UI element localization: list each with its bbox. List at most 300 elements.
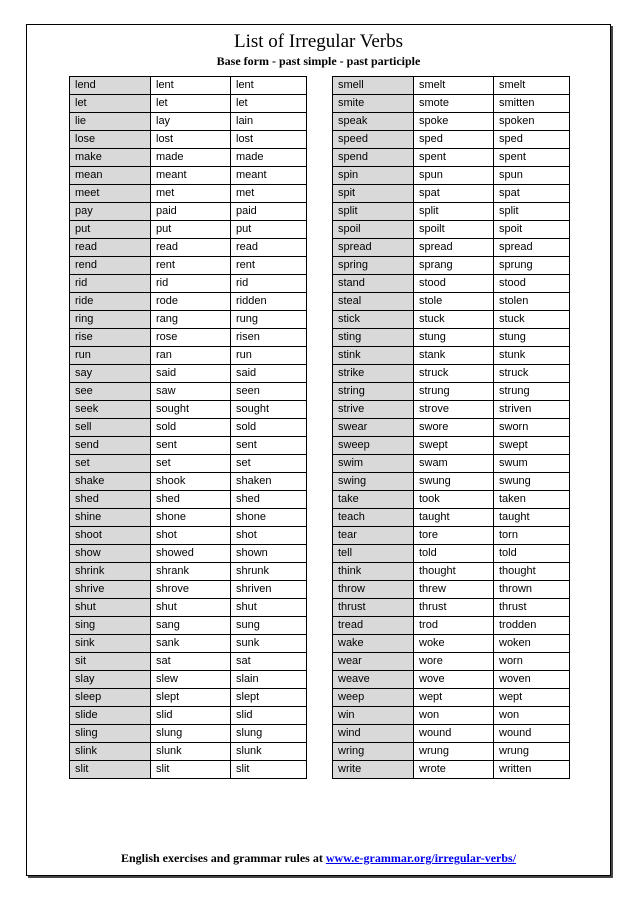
verb-past-simple: sat xyxy=(151,653,231,671)
verb-base-form: shrink xyxy=(70,563,151,581)
verb-past-simple: sang xyxy=(151,617,231,635)
verb-row xyxy=(70,491,307,509)
verb-past-participle: rung xyxy=(231,311,307,329)
verb-base-form: swim xyxy=(333,455,414,473)
page-title: List of Irregular Verbs xyxy=(233,31,403,52)
verb-row xyxy=(333,545,570,563)
verb-past-simple: wept xyxy=(414,689,494,707)
verb-base-form: shoot xyxy=(70,527,151,545)
verb-row xyxy=(70,77,307,95)
verb-past-simple: slit xyxy=(151,761,231,779)
verb-base-form: rise xyxy=(70,329,151,347)
verb-past-participle: wound xyxy=(494,725,570,743)
verb-past-participle: written xyxy=(494,761,570,779)
verb-row xyxy=(333,257,570,275)
verb-past-participle: slung xyxy=(231,725,307,743)
verb-row xyxy=(70,149,307,167)
verb-past-participle: stolen xyxy=(494,293,570,311)
verb-base-form: shut xyxy=(70,599,151,617)
footer-text: English exercises and grammar rules at xyxy=(120,851,326,865)
verb-base-form: throw xyxy=(333,581,414,599)
verb-past-participle: sunk xyxy=(231,635,307,653)
verb-past-simple: took xyxy=(414,491,494,509)
verb-past-simple: wove xyxy=(414,671,494,689)
verb-past-simple: wrote xyxy=(414,761,494,779)
verb-row xyxy=(333,491,570,509)
verb-row xyxy=(70,185,307,203)
verb-past-participle: sung xyxy=(231,617,307,635)
verb-base-form: pay xyxy=(70,203,151,221)
verb-past-participle: seen xyxy=(231,383,307,401)
verb-row xyxy=(70,509,307,527)
verb-past-participle: trodden xyxy=(494,617,570,635)
verb-past-simple: rid xyxy=(151,275,231,293)
verb-row xyxy=(333,347,570,365)
verb-past-simple: sank xyxy=(151,635,231,653)
verb-row xyxy=(333,113,570,131)
verb-past-participle: let xyxy=(231,95,307,113)
verb-table-left xyxy=(69,76,307,779)
verb-past-participle: shriven xyxy=(231,581,307,599)
verb-past-participle: shone xyxy=(231,509,307,527)
verb-row xyxy=(70,455,307,473)
verb-past-simple: wrung xyxy=(414,743,494,761)
verb-past-participle: risen xyxy=(231,329,307,347)
verb-base-form: tear xyxy=(333,527,414,545)
verb-past-participle: sought xyxy=(231,401,307,419)
verb-base-form: spread xyxy=(333,239,414,257)
verb-past-participle: smelt xyxy=(494,77,570,95)
verb-past-simple: threw xyxy=(414,581,494,599)
verb-past-participle: lain xyxy=(231,113,307,131)
footer xyxy=(27,851,610,866)
verb-past-simple: spoke xyxy=(414,113,494,131)
verb-past-simple: won xyxy=(414,707,494,725)
verb-base-form: smell xyxy=(333,77,414,95)
verb-past-simple: shrank xyxy=(151,563,231,581)
verb-past-participle: run xyxy=(231,347,307,365)
verb-row xyxy=(70,95,307,113)
verb-row xyxy=(333,329,570,347)
verb-base-form: mean xyxy=(70,167,151,185)
verb-row xyxy=(333,617,570,635)
verb-past-participle: stunk xyxy=(494,347,570,365)
verb-past-participle: sworn xyxy=(494,419,570,437)
verb-base-form: sling xyxy=(70,725,151,743)
verb-past-participle: slit xyxy=(231,761,307,779)
verb-base-form: shine xyxy=(70,509,151,527)
verb-row xyxy=(70,545,307,563)
verb-row xyxy=(333,527,570,545)
verb-past-simple: lay xyxy=(151,113,231,131)
verb-past-participle: strung xyxy=(494,383,570,401)
verb-past-simple: shut xyxy=(151,599,231,617)
verb-past-simple: told xyxy=(414,545,494,563)
verb-row xyxy=(70,725,307,743)
verb-past-participle: spun xyxy=(494,167,570,185)
verb-past-participle: put xyxy=(231,221,307,239)
verb-row xyxy=(70,761,307,779)
verb-row xyxy=(333,725,570,743)
verb-base-form: think xyxy=(333,563,414,581)
verb-base-form: rid xyxy=(70,275,151,293)
verb-base-form: lie xyxy=(70,113,151,131)
verb-row xyxy=(70,113,307,131)
verb-past-participle: sat xyxy=(231,653,307,671)
verb-past-participle: worn xyxy=(494,653,570,671)
verb-past-simple: shone xyxy=(151,509,231,527)
verb-row xyxy=(333,401,570,419)
verb-past-simple: taught xyxy=(414,509,494,527)
verb-past-participle: sped xyxy=(494,131,570,149)
verb-row xyxy=(333,437,570,455)
verb-past-participle: shrunk xyxy=(231,563,307,581)
verb-base-form: sting xyxy=(333,329,414,347)
verb-row xyxy=(333,473,570,491)
verb-base-form: swear xyxy=(333,419,414,437)
verb-past-simple: slew xyxy=(151,671,231,689)
verb-past-simple: rode xyxy=(151,293,231,311)
verb-past-participle: slain xyxy=(231,671,307,689)
verb-past-simple: swung xyxy=(414,473,494,491)
verb-row xyxy=(333,761,570,779)
verb-row xyxy=(333,635,570,653)
verb-past-simple: slunk xyxy=(151,743,231,761)
verb-row xyxy=(333,239,570,257)
verb-row xyxy=(70,419,307,437)
verb-past-participle: sprung xyxy=(494,257,570,275)
verb-base-form: wring xyxy=(333,743,414,761)
verb-past-simple: strove xyxy=(414,401,494,419)
verb-past-simple: tore xyxy=(414,527,494,545)
verb-row xyxy=(70,437,307,455)
verb-base-form: shed xyxy=(70,491,151,509)
verb-base-form: make xyxy=(70,149,151,167)
verb-row xyxy=(70,365,307,383)
verb-past-participle: told xyxy=(494,545,570,563)
verb-row xyxy=(333,563,570,581)
verb-past-simple: paid xyxy=(151,203,231,221)
verb-past-participle: shed xyxy=(231,491,307,509)
verb-row xyxy=(70,473,307,491)
verb-row xyxy=(70,707,307,725)
verb-row xyxy=(70,743,307,761)
verb-base-form: wake xyxy=(333,635,414,653)
verb-past-participle: spoit xyxy=(494,221,570,239)
verb-base-form: teach xyxy=(333,509,414,527)
verb-past-participle: striven xyxy=(494,401,570,419)
verb-past-participle: said xyxy=(231,365,307,383)
verb-base-form: stand xyxy=(333,275,414,293)
verb-base-form: steal xyxy=(333,293,414,311)
verb-past-participle: struck xyxy=(494,365,570,383)
verb-past-simple: spread xyxy=(414,239,494,257)
verb-row xyxy=(333,455,570,473)
verb-row xyxy=(70,329,307,347)
verb-row xyxy=(70,689,307,707)
verb-past-simple: swept xyxy=(414,437,494,455)
verb-past-participle: split xyxy=(494,203,570,221)
verb-past-participle: set xyxy=(231,455,307,473)
verb-past-simple: shot xyxy=(151,527,231,545)
verb-base-form: let xyxy=(70,95,151,113)
verb-base-form: send xyxy=(70,437,151,455)
verb-base-form: write xyxy=(333,761,414,779)
verb-past-simple: rang xyxy=(151,311,231,329)
verb-row xyxy=(333,581,570,599)
verb-base-form: smite xyxy=(333,95,414,113)
verb-row xyxy=(70,383,307,401)
verb-past-participle: woken xyxy=(494,635,570,653)
verb-base-form: meet xyxy=(70,185,151,203)
verb-past-participle: spent xyxy=(494,149,570,167)
verb-past-participle: meant xyxy=(231,167,307,185)
verb-base-form: spit xyxy=(333,185,414,203)
verb-base-form: sink xyxy=(70,635,151,653)
verb-past-participle: shut xyxy=(231,599,307,617)
verb-past-participle: rent xyxy=(231,257,307,275)
verb-row xyxy=(70,203,307,221)
verb-past-simple: meant xyxy=(151,167,231,185)
verb-row xyxy=(333,77,570,95)
verb-past-participle: woven xyxy=(494,671,570,689)
verb-base-form: set xyxy=(70,455,151,473)
verb-past-simple: sought xyxy=(151,401,231,419)
verb-row xyxy=(70,221,307,239)
verb-row xyxy=(333,599,570,617)
verb-past-participle: thought xyxy=(494,563,570,581)
verb-row xyxy=(333,95,570,113)
verb-past-simple: spoilt xyxy=(414,221,494,239)
verb-row xyxy=(333,653,570,671)
verb-base-form: speak xyxy=(333,113,414,131)
verb-past-simple: ran xyxy=(151,347,231,365)
verb-past-simple: spun xyxy=(414,167,494,185)
verb-past-participle: swung xyxy=(494,473,570,491)
verb-past-participle: taken xyxy=(494,491,570,509)
verb-past-participle: stuck xyxy=(494,311,570,329)
verb-base-form: sing xyxy=(70,617,151,635)
verb-row xyxy=(333,689,570,707)
verb-base-form: spin xyxy=(333,167,414,185)
verb-row xyxy=(70,563,307,581)
verb-row xyxy=(333,671,570,689)
verb-base-form: spend xyxy=(333,149,414,167)
verb-row xyxy=(333,221,570,239)
verb-past-simple: read xyxy=(151,239,231,257)
verb-base-form: lend xyxy=(70,77,151,95)
verb-past-simple: strung xyxy=(414,383,494,401)
verb-past-simple: set xyxy=(151,455,231,473)
verb-base-form: tell xyxy=(333,545,414,563)
verb-base-form: sell xyxy=(70,419,151,437)
verb-past-simple: let xyxy=(151,95,231,113)
verb-past-simple: sent xyxy=(151,437,231,455)
verb-past-simple: swore xyxy=(414,419,494,437)
verb-past-simple: rose xyxy=(151,329,231,347)
verb-past-participle: spat xyxy=(494,185,570,203)
verb-past-simple: stole xyxy=(414,293,494,311)
verb-row xyxy=(70,311,307,329)
verb-past-simple: thought xyxy=(414,563,494,581)
verb-past-simple: stuck xyxy=(414,311,494,329)
verb-past-participle: thrown xyxy=(494,581,570,599)
verb-past-simple: smote xyxy=(414,95,494,113)
verb-past-simple: put xyxy=(151,221,231,239)
verb-base-form: wear xyxy=(333,653,414,671)
verb-row xyxy=(70,527,307,545)
verb-past-participle: swum xyxy=(494,455,570,473)
verb-base-form: lose xyxy=(70,131,151,149)
document-page xyxy=(26,24,611,876)
verb-past-simple: lost xyxy=(151,131,231,149)
verb-base-form: thrust xyxy=(333,599,414,617)
verb-past-participle: torn xyxy=(494,527,570,545)
verb-past-simple: swam xyxy=(414,455,494,473)
verb-base-form: speed xyxy=(333,131,414,149)
verb-past-simple: slung xyxy=(151,725,231,743)
verb-base-form: sit xyxy=(70,653,151,671)
verb-past-simple: stank xyxy=(414,347,494,365)
verb-past-simple: wore xyxy=(414,653,494,671)
verb-base-form: stick xyxy=(333,311,414,329)
verb-base-form: see xyxy=(70,383,151,401)
verb-base-form: wind xyxy=(333,725,414,743)
verb-base-form: take xyxy=(333,491,414,509)
verb-row xyxy=(333,185,570,203)
verb-row xyxy=(333,149,570,167)
verb-row xyxy=(333,293,570,311)
verb-past-participle: shot xyxy=(231,527,307,545)
verb-past-simple: said xyxy=(151,365,231,383)
verb-base-form: strike xyxy=(333,365,414,383)
verb-row xyxy=(333,383,570,401)
verb-base-form: slink xyxy=(70,743,151,761)
verb-base-form: slide xyxy=(70,707,151,725)
verb-row xyxy=(70,293,307,311)
verb-past-participle: won xyxy=(494,707,570,725)
verb-past-simple: showed xyxy=(151,545,231,563)
verb-past-participle: wept xyxy=(494,689,570,707)
verb-base-form: split xyxy=(333,203,414,221)
verb-row xyxy=(70,653,307,671)
verb-row xyxy=(333,419,570,437)
verb-past-participle: lost xyxy=(231,131,307,149)
verb-row xyxy=(333,275,570,293)
verb-base-form: slit xyxy=(70,761,151,779)
verb-past-simple: saw xyxy=(151,383,231,401)
verb-past-participle: sold xyxy=(231,419,307,437)
verb-base-form: ring xyxy=(70,311,151,329)
verb-base-form: string xyxy=(333,383,414,401)
verb-past-simple: met xyxy=(151,185,231,203)
verb-row xyxy=(70,581,307,599)
verb-base-form: shrive xyxy=(70,581,151,599)
verb-past-simple: smelt xyxy=(414,77,494,95)
verb-past-participle: thrust xyxy=(494,599,570,617)
verb-base-form: shake xyxy=(70,473,151,491)
verb-base-form: stink xyxy=(333,347,414,365)
verb-table-right xyxy=(332,76,570,779)
verb-past-simple: slid xyxy=(151,707,231,725)
verb-row xyxy=(333,167,570,185)
verb-base-form: strive xyxy=(333,401,414,419)
verb-past-participle: shown xyxy=(231,545,307,563)
verb-base-form: sweep xyxy=(333,437,414,455)
verb-past-participle: made xyxy=(231,149,307,167)
verb-base-form: say xyxy=(70,365,151,383)
verb-past-participle: ridden xyxy=(231,293,307,311)
verb-past-participle: taught xyxy=(494,509,570,527)
verb-row xyxy=(70,671,307,689)
verb-past-participle: slept xyxy=(231,689,307,707)
verb-past-simple: sold xyxy=(151,419,231,437)
verb-past-participle: spread xyxy=(494,239,570,257)
verb-past-simple: spent xyxy=(414,149,494,167)
verb-past-participle: smitten xyxy=(494,95,570,113)
verb-base-form: run xyxy=(70,347,151,365)
verb-row xyxy=(333,743,570,761)
verb-past-simple: thrust xyxy=(414,599,494,617)
verb-base-form: weave xyxy=(333,671,414,689)
verb-past-simple: trod xyxy=(414,617,494,635)
verb-past-participle: spoken xyxy=(494,113,570,131)
verb-past-participle: lent xyxy=(231,77,307,95)
verb-base-form: spring xyxy=(333,257,414,275)
verb-past-participle: swept xyxy=(494,437,570,455)
verb-past-participle: wrung xyxy=(494,743,570,761)
verb-base-form: slay xyxy=(70,671,151,689)
verb-past-simple: stung xyxy=(414,329,494,347)
verb-row xyxy=(333,365,570,383)
verb-past-simple: shed xyxy=(151,491,231,509)
verb-past-participle: sent xyxy=(231,437,307,455)
footer-link[interactable]: www.e-grammar.org/irregular-verbs/ xyxy=(325,851,517,865)
verb-row xyxy=(70,347,307,365)
verb-row xyxy=(333,707,570,725)
verb-past-simple: stood xyxy=(414,275,494,293)
verb-base-form: seek xyxy=(70,401,151,419)
verb-past-participle: met xyxy=(231,185,307,203)
verb-past-simple: slept xyxy=(151,689,231,707)
verb-row xyxy=(70,617,307,635)
verb-base-form: spoil xyxy=(333,221,414,239)
verb-base-form: weep xyxy=(333,689,414,707)
verb-past-simple: shook xyxy=(151,473,231,491)
verb-row xyxy=(70,239,307,257)
verb-row xyxy=(70,275,307,293)
verb-past-simple: sprang xyxy=(414,257,494,275)
verb-row xyxy=(333,203,570,221)
verb-past-participle: slunk xyxy=(231,743,307,761)
verb-base-form: show xyxy=(70,545,151,563)
verb-past-simple: split xyxy=(414,203,494,221)
verb-past-simple: lent xyxy=(151,77,231,95)
verb-past-simple: sped xyxy=(414,131,494,149)
verb-past-participle: stood xyxy=(494,275,570,293)
verb-past-participle: rid xyxy=(231,275,307,293)
verb-past-participle: read xyxy=(231,239,307,257)
verb-base-form: sleep xyxy=(70,689,151,707)
verb-base-form: put xyxy=(70,221,151,239)
verb-past-simple: made xyxy=(151,149,231,167)
verb-base-form: rend xyxy=(70,257,151,275)
verb-past-simple: rent xyxy=(151,257,231,275)
verb-past-simple: struck xyxy=(414,365,494,383)
verb-past-simple: woke xyxy=(414,635,494,653)
verb-base-form: read xyxy=(70,239,151,257)
verb-row xyxy=(333,131,570,149)
